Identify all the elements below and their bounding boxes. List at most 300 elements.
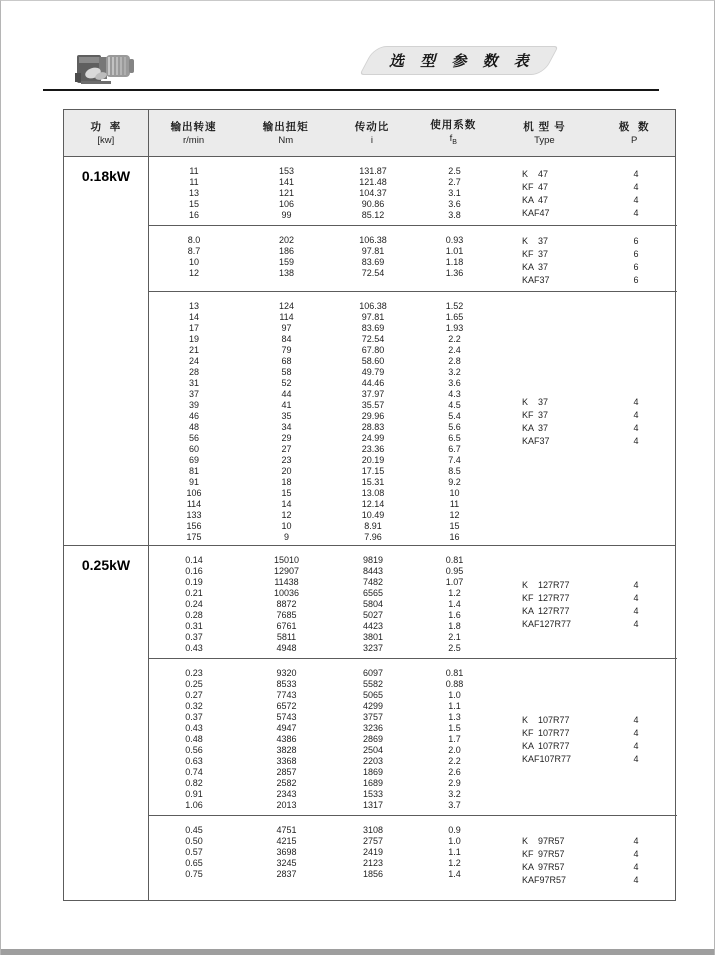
column-label: 传动比 (354, 120, 390, 133)
speed-value: 17 (188, 323, 199, 333)
torque-value: 153 (278, 166, 295, 176)
torque-value: 5743 (276, 712, 297, 722)
service-factor-value: 0.95 (445, 566, 464, 576)
service-factor-value: 3.6 (448, 378, 461, 388)
speed-column (149, 668, 239, 811)
speed-value: 0.23 (185, 668, 203, 678)
column-label: 极 数 (618, 120, 650, 133)
ratio-value: 72.54 (361, 334, 385, 344)
ratio-value: 6565 (362, 588, 384, 598)
service-factor-value: 5.4 (448, 411, 461, 421)
ratio-value: 6097 (362, 668, 384, 678)
speed-value: 0.74 (185, 767, 203, 777)
pole-count: 4 (633, 207, 639, 218)
service-factor-value: 1.8 (448, 621, 461, 631)
torque-value: 2857 (276, 767, 297, 777)
speed-value: 21 (188, 345, 199, 355)
ratio-value: 3108 (362, 825, 384, 835)
service-factor-value: 1.18 (445, 257, 464, 267)
service-factor-value: 1.65 (445, 312, 464, 322)
speed-value: 133 (186, 510, 202, 520)
ratio-value: 5582 (362, 679, 384, 689)
model-type: KF 47 (522, 181, 549, 192)
torque-value: 15 (281, 488, 292, 498)
torque-value: 121 (278, 188, 295, 198)
ratio-value: 8.91 (364, 521, 382, 531)
service-factor-value: 2.2 (448, 334, 461, 344)
ratio-value: 12.14 (361, 499, 385, 509)
speed-value: 15 (188, 199, 199, 209)
torque-value: 6761 (276, 621, 297, 631)
torque-value: 4386 (276, 734, 297, 744)
torque-value: 29 (281, 433, 292, 443)
torque-value: 6572 (276, 701, 297, 711)
pole-count: 4 (633, 727, 639, 738)
service-factor-value: 3.2 (448, 367, 461, 377)
ratio-value: 1856 (362, 869, 384, 879)
service-factor-value: 2.1 (448, 632, 461, 642)
speed-value: 46 (188, 411, 199, 421)
service-factor-value: 6.5 (448, 433, 461, 443)
service-factor-value: 2.0 (448, 745, 461, 755)
speed-value: 0.63 (185, 756, 203, 766)
ratio-value: 83.69 (361, 257, 385, 267)
pole-count: 6 (633, 249, 639, 259)
model-type: KF 97R57 (522, 848, 565, 859)
speed-value: 0.57 (185, 847, 203, 857)
model-type: KAF 37 (522, 275, 550, 285)
torque-value: 52 (281, 378, 292, 388)
pole-count: 4 (633, 605, 639, 616)
speed-value: 11 (189, 177, 199, 187)
speed-value: 0.21 (185, 588, 203, 598)
torque-value: 99 (281, 210, 292, 220)
poles-column (595, 555, 677, 654)
torque-value: 97 (281, 323, 292, 333)
ratio-value: 1869 (362, 767, 384, 777)
speed-value: 28 (188, 367, 199, 377)
type-column (497, 166, 595, 221)
model-type: KAF 107R77 (522, 753, 572, 764)
model-type: KF 37 (522, 249, 549, 259)
model-type: KAF 37 (522, 436, 550, 446)
speed-value: 39 (188, 400, 199, 410)
page-bottom-shadow (1, 949, 714, 955)
service-factor-value: 8.5 (448, 466, 461, 476)
ratio-column (334, 166, 412, 221)
speed-value: 106 (186, 488, 202, 498)
torque-value: 58 (281, 367, 292, 377)
column-header-3 (333, 110, 411, 156)
column-header-4 (411, 110, 496, 156)
ratio-column (334, 825, 412, 896)
speed-value: 8.7 (187, 246, 201, 256)
gearmotor-illustration (71, 43, 139, 89)
column-unit: i (370, 134, 374, 146)
ratio-value: 2419 (362, 847, 384, 857)
service-factor-value: 2.2 (448, 756, 461, 766)
model-type: K 107R77 (522, 714, 570, 725)
torque-value: 79 (281, 345, 292, 355)
torque-value: 159 (278, 257, 295, 267)
torque-column (239, 668, 334, 811)
service-factor-value: 3.2 (448, 789, 461, 799)
service-factor-value: 2.9 (448, 778, 461, 788)
column-header-5 (496, 110, 594, 156)
service-factor-value: 1.2 (448, 858, 461, 868)
service-factor-value: 1.2 (448, 588, 461, 598)
service-factor-value: 4.5 (448, 400, 461, 410)
service-factor-value: 0.93 (445, 235, 464, 245)
speed-value: 0.43 (185, 723, 203, 733)
torque-value: 2582 (276, 778, 297, 788)
pole-count: 4 (633, 579, 639, 590)
service-factor-value: 0.88 (445, 679, 464, 689)
model-type: KAF 47 (522, 207, 550, 218)
service-factor-value: 1.4 (448, 869, 461, 879)
ratio-value: 13.08 (361, 488, 385, 498)
model-type: KA 127R77 (522, 605, 570, 616)
speed-value: 0.82 (185, 778, 203, 788)
model-group (149, 815, 677, 900)
pole-count: 6 (633, 262, 639, 272)
service-factor-value: 1.07 (445, 577, 464, 587)
service-factor-column (412, 301, 497, 543)
torque-value: 141 (278, 177, 295, 187)
torque-value: 2343 (276, 789, 297, 799)
page-title: 选 型 参 数 表 (389, 53, 535, 70)
ratio-value: 106.38 (359, 301, 387, 311)
model-group (149, 658, 677, 815)
type-column (497, 825, 595, 896)
ratio-value: 8443 (362, 566, 384, 576)
ratio-value: 3237 (362, 643, 384, 653)
ratio-value: 97.81 (361, 246, 385, 256)
ratio-value: 121.48 (359, 177, 387, 187)
ratio-value: 1533 (362, 789, 384, 799)
type-column (497, 555, 595, 654)
speed-value: 13 (188, 188, 199, 198)
ratio-value: 2203 (362, 756, 384, 766)
service-factor-value: 2.5 (448, 643, 461, 653)
torque-value: 186 (278, 246, 295, 256)
pole-count: 4 (633, 848, 639, 859)
torque-value: 23 (281, 455, 292, 465)
speed-value: 69 (188, 455, 199, 465)
service-factor-value: 15 (449, 521, 460, 531)
torque-column (239, 235, 334, 287)
ratio-value: 29.96 (361, 411, 385, 421)
torque-value: 12907 (273, 566, 300, 576)
ratio-value: 24.99 (361, 433, 385, 443)
column-label: 输出扭矩 (262, 120, 309, 133)
ratio-value: 83.69 (361, 323, 385, 333)
service-factor-column (412, 235, 497, 287)
ratio-value: 4299 (362, 701, 384, 711)
speed-value: 24 (188, 356, 199, 366)
model-group (149, 291, 677, 547)
speed-value: 156 (186, 521, 202, 531)
ratio-value: 9819 (362, 555, 384, 565)
speed-value: 175 (186, 532, 202, 542)
ratio-value: 2757 (362, 836, 384, 846)
data-column (149, 546, 677, 900)
speed-column (149, 825, 239, 896)
ratio-value: 72.54 (361, 268, 385, 278)
table-header-row (64, 110, 675, 157)
torque-value: 20 (281, 466, 292, 476)
torque-value: 9320 (276, 668, 297, 678)
poles-column (595, 668, 677, 811)
service-factor-value: 11 (449, 499, 460, 509)
ratio-value: 5065 (362, 690, 384, 700)
ratio-value: 2123 (362, 858, 384, 868)
pole-count: 6 (633, 236, 639, 246)
speed-value: 0.37 (185, 712, 203, 722)
model-group (149, 546, 677, 658)
ratio-value: 2504 (362, 745, 384, 755)
ratio-value: 58.60 (361, 356, 385, 366)
type-column (497, 235, 595, 287)
speed-value: 56 (188, 433, 199, 443)
torque-value: 3368 (276, 756, 297, 766)
ratio-value: 85.12 (361, 210, 385, 220)
poles-column (595, 825, 677, 896)
pole-count: 4 (633, 861, 639, 872)
ratio-value: 4423 (362, 621, 384, 631)
service-factor-value: 12 (449, 510, 460, 520)
torque-value: 7685 (276, 610, 297, 620)
speed-value: 81 (188, 466, 199, 476)
service-factor-value: 0.9 (448, 825, 461, 835)
ratio-value: 131.87 (359, 166, 387, 176)
service-factor-column (412, 555, 497, 654)
model-type: K 127R77 (522, 579, 570, 590)
speed-value: 0.32 (185, 701, 203, 711)
model-type: KA 107R77 (522, 740, 570, 751)
torque-value: 4215 (276, 836, 297, 846)
ratio-value: 10.49 (361, 510, 385, 520)
service-factor-value: 1.01 (445, 246, 464, 256)
pole-count: 4 (633, 753, 639, 764)
pole-count: 4 (633, 740, 639, 751)
torque-value: 3245 (276, 858, 297, 868)
speed-value: 0.43 (185, 643, 203, 653)
service-factor-value: 3.8 (448, 210, 461, 220)
model-type: KA 37 (522, 262, 549, 272)
pole-count: 4 (633, 168, 639, 179)
column-label: 机 型 号 (523, 120, 566, 133)
service-factor-column (412, 668, 497, 811)
model-type: K 47 (522, 168, 549, 179)
speed-value: 0.65 (185, 858, 203, 868)
model-type: K 37 (522, 397, 549, 407)
service-factor-value: 3.6 (448, 199, 461, 209)
service-factor-value: 2.8 (448, 356, 461, 366)
ratio-value: 17.15 (361, 466, 385, 476)
speed-value: 0.37 (185, 632, 203, 642)
service-factor-value: 2.6 (448, 767, 461, 777)
speed-value: 114 (186, 499, 202, 509)
service-factor-column (412, 825, 497, 896)
column-header-6 (593, 110, 675, 156)
ratio-value: 90.86 (361, 199, 385, 209)
torque-value: 10036 (273, 588, 300, 598)
speed-value: 0.27 (185, 690, 203, 700)
power-column (64, 546, 149, 900)
data-column (149, 157, 677, 545)
speed-value: 0.45 (185, 825, 203, 835)
ratio-value: 28.83 (361, 422, 385, 432)
ratio-value: 2869 (362, 734, 384, 744)
torque-value: 68 (281, 356, 292, 366)
ratio-value: 3757 (362, 712, 384, 722)
speed-value: 8.0 (187, 235, 201, 245)
poles-column (595, 301, 677, 543)
speed-value: 0.28 (185, 610, 203, 620)
torque-value: 2837 (276, 869, 297, 879)
torque-value: 18 (281, 477, 292, 487)
column-unit: r/min (183, 134, 205, 146)
service-factor-column (412, 166, 497, 221)
column-unit: P (630, 134, 638, 146)
torque-value: 114 (279, 312, 294, 322)
model-group (149, 225, 677, 291)
pole-count: 4 (633, 436, 639, 446)
torque-value: 14 (281, 499, 292, 509)
torque-value: 12 (281, 510, 292, 520)
speed-value: 0.91 (185, 789, 203, 799)
torque-value: 7743 (276, 690, 297, 700)
ratio-value: 37.97 (361, 389, 385, 399)
ratio-value: 7.96 (364, 532, 382, 542)
torque-value: 9 (283, 532, 289, 542)
service-factor-value: 3.1 (448, 188, 461, 198)
service-factor-value: 1.0 (448, 690, 461, 700)
service-factor-value: 16 (449, 532, 460, 542)
service-factor-value: 2.4 (448, 345, 461, 355)
ratio-value: 1317 (362, 800, 384, 810)
torque-value: 3698 (276, 847, 297, 857)
model-type: KF 37 (522, 410, 549, 420)
ratio-value: 23.36 (361, 444, 385, 454)
column-header-2 (238, 110, 333, 156)
power-column (64, 157, 149, 545)
ratio-value: 5804 (362, 599, 384, 609)
torque-value: 27 (281, 444, 292, 454)
speed-value: 10 (188, 257, 199, 267)
speed-value: 37 (188, 389, 199, 399)
service-factor-value: 4.3 (448, 389, 461, 399)
speed-value: 11 (189, 166, 199, 176)
torque-value: 202 (278, 235, 295, 245)
speed-value: 16 (188, 210, 199, 220)
power-section (64, 157, 675, 545)
ratio-column (334, 235, 412, 287)
service-factor-value: 10 (449, 488, 460, 498)
service-factor-value: 1.7 (448, 734, 461, 744)
pole-count: 4 (633, 397, 639, 407)
torque-value: 8533 (276, 679, 297, 689)
speed-value: 0.50 (185, 836, 203, 846)
ratio-column (334, 301, 412, 543)
service-factor-value: 1.3 (448, 712, 461, 722)
speed-value: 91 (188, 477, 199, 487)
speed-value: 31 (188, 378, 199, 388)
service-factor-value: 0.81 (445, 555, 464, 565)
service-factor-value: 9.2 (448, 477, 461, 487)
ratio-value: 104.37 (359, 188, 387, 198)
model-type: K 37 (522, 236, 549, 246)
column-header-0 (64, 110, 149, 156)
torque-value: 10 (281, 521, 292, 531)
ratio-value: 97.81 (361, 312, 385, 322)
speed-value: 12 (188, 268, 199, 278)
speed-column (149, 166, 239, 221)
speed-value: 1.06 (185, 800, 203, 810)
column-unit: Type (534, 134, 555, 146)
pole-count: 4 (633, 194, 639, 205)
pole-count: 4 (633, 714, 639, 725)
pole-count: 4 (633, 835, 639, 846)
service-factor-value: 1.1 (448, 847, 461, 857)
type-column (497, 301, 595, 543)
speed-value: 14 (188, 312, 199, 322)
pole-count: 4 (633, 592, 639, 603)
power-section (64, 545, 675, 900)
column-label: 输出转速 (170, 120, 217, 133)
torque-value: 106 (278, 199, 295, 209)
model-type: K 97R57 (522, 835, 565, 846)
column-unit: $f_B$ (449, 132, 457, 146)
ratio-value: 44.46 (361, 378, 385, 388)
torque-value: 34 (281, 422, 292, 432)
speed-value: 48 (188, 422, 199, 432)
pole-count: 4 (633, 181, 639, 192)
speed-value: 0.56 (185, 745, 203, 755)
service-factor-value: 2.5 (448, 166, 461, 176)
speed-value: 60 (188, 444, 199, 454)
speed-column (149, 555, 239, 654)
ratio-value: 15.31 (361, 477, 385, 487)
torque-value: 124 (278, 301, 295, 311)
ratio-value: 1689 (362, 778, 384, 788)
service-factor-value: 2.7 (448, 177, 461, 187)
service-factor-value: 1.6 (448, 610, 461, 620)
service-factor-value: 1.5 (448, 723, 461, 733)
torque-column (239, 555, 334, 654)
ratio-column (334, 555, 412, 654)
speed-column (149, 301, 239, 543)
torque-value: 4948 (276, 643, 297, 653)
speed-value: 0.19 (185, 577, 203, 587)
service-factor-value: 6.7 (448, 444, 461, 454)
column-label: 功 率 (90, 120, 122, 133)
column-header-1 (149, 110, 239, 156)
ratio-value: 67.80 (361, 345, 385, 355)
torque-column (239, 301, 334, 543)
ratio-value: 3801 (362, 632, 384, 642)
service-factor-value: 1.0 (448, 836, 461, 846)
torque-value: 4947 (276, 723, 297, 733)
torque-value: 11438 (274, 577, 299, 587)
torque-column (239, 166, 334, 221)
service-factor-value: 1.1 (448, 701, 461, 711)
service-factor-value: 1.4 (448, 599, 461, 609)
poles-column (595, 235, 677, 287)
table-body (64, 157, 675, 900)
selection-parameter-table (63, 109, 676, 901)
